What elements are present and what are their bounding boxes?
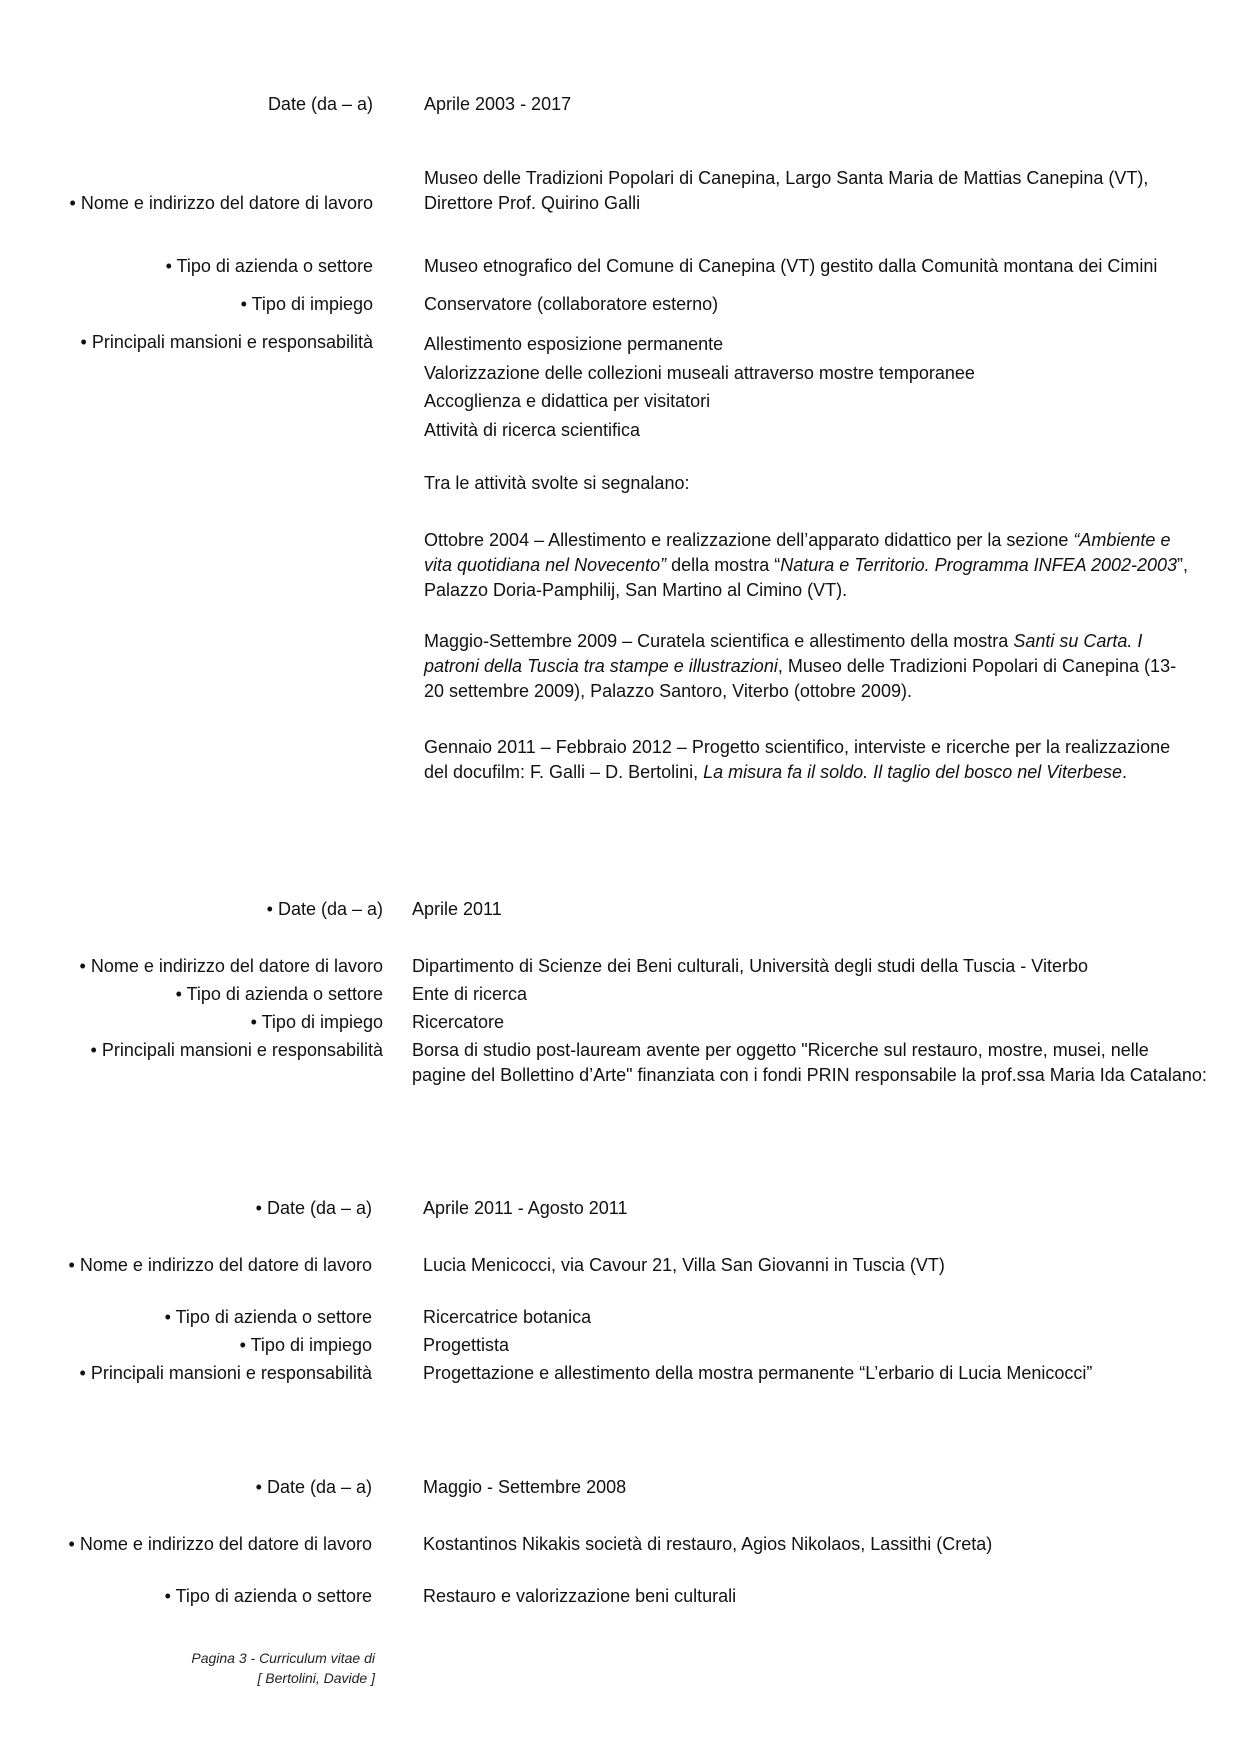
duties-list	[412, 1038, 1207, 1088]
activity-2004	[424, 528, 1189, 603]
role-value: Progettista	[423, 1335, 510, 1355]
duties-label: • Principali mansioni e responsabilità	[90, 1040, 383, 1060]
date-label: Date (da – a)	[267, 94, 373, 114]
employer-label: • Nome e indirizzo del datore di lavoro	[68, 1534, 372, 1554]
sector-value: Restauro e valorizzazione beni culturali	[423, 1586, 737, 1606]
duties-list	[424, 330, 975, 444]
activity-text: Palazzo Doria-Pamphilij, San Martino al Cimino (VT).	[424, 580, 848, 600]
duty-item: pagine del Bollettino d’Arte" finanziata con i fondi PRIN responsabile la prof.ssa Maria Ida Catalano:	[412, 1065, 1207, 1085]
duty-item: Valorizzazione delle collezioni museali attraverso mostre temporanee	[424, 362, 975, 383]
employer-value: Lucia Menicocci, via Cavour 21, Villa San Giovanni in Tuscia (VT)	[423, 1255, 945, 1275]
activity-text: Gennaio 2011 – Febbraio 2012 – Progetto scientifico, interviste e ricerche per la realizzazione	[424, 737, 1171, 757]
activities-intro: Tra le attività svolte si segnalano:	[424, 473, 690, 493]
activity-title: Natura e Territorio. Programma INFEA 2002-2003	[780, 555, 1178, 575]
activity-text: del docufilm: F. Galli – D. Bertolini,	[424, 762, 704, 782]
date-value: Aprile 2003 - 2017	[424, 94, 572, 114]
employer-value: Kostantinos Nikakis società di restauro, Agios Nikolaos, Lassithi (Creta)	[423, 1534, 993, 1554]
duties-label: • Principali mansioni e responsabilità	[79, 1363, 372, 1383]
employer-label: • Nome e indirizzo del datore di lavoro	[79, 956, 383, 976]
footer-author: [ Bertolini, Davide ]	[257, 1670, 375, 1686]
activity-text: ”,	[1177, 555, 1189, 575]
employer-value	[424, 166, 1148, 216]
role-label: • Tipo di impiego	[250, 1012, 383, 1032]
sector-label: • Tipo di azienda o settore	[164, 1586, 372, 1606]
activity-title: patroni della Tuscia tra stampe e illustrazioni	[424, 656, 778, 676]
date-value: Aprile 2011 - Agosto 2011	[423, 1198, 628, 1218]
employer-line: Direttore Prof. Quirino Galli	[424, 193, 641, 213]
activity-text: della mostra “	[666, 555, 781, 575]
activity-title: “Ambiente e	[1073, 530, 1171, 550]
activity-text: , Museo delle Tradizioni Popolari di Canepina (13-	[777, 656, 1177, 676]
role-value: Ricercatore	[412, 1012, 505, 1032]
activity-text: Maggio-Settembre 2009 – Curatela scientifica e allestimento della mostra	[424, 631, 1014, 651]
sector-label: • Tipo di azienda o settore	[164, 1307, 372, 1327]
activity-title: vita quotidiana nel Novecento”	[424, 555, 667, 575]
employer-label	[60, 166, 373, 241]
footer-page-label: Pagina 3 - Curriculum vitae di	[191, 1650, 375, 1666]
date-label: • Date (da – a)	[266, 899, 383, 919]
duties-value: Progettazione e allestimento della mostra permanente “L’erbario di Lucia Menicocci”	[423, 1363, 1093, 1383]
activity-title: La misura fa il soldo. Il taglio del bosco nel Viterbese	[703, 762, 1123, 782]
activity-text: .	[1122, 762, 1128, 782]
date-label: • Date (da – a)	[255, 1477, 372, 1497]
employer-label-text: • Nome e indirizzo del datore di lavoro	[69, 193, 373, 213]
date-value: Maggio - Settembre 2008	[423, 1477, 627, 1497]
duties-label: • Principali mansioni e responsabilità	[80, 332, 373, 352]
employer-value: Dipartimento di Scienze dei Beni culturali, Università degli studi della Tuscia - Viterbo	[412, 956, 1089, 976]
duty-item: Attività di ricerca scientifica	[424, 419, 641, 440]
sector-value: Ente di ricerca	[412, 984, 528, 1004]
activity-2011	[424, 735, 1171, 785]
date-label: • Date (da – a)	[255, 1198, 372, 1218]
role-label: • Tipo di impiego	[239, 1335, 372, 1355]
sector-label: • Tipo di azienda o settore	[165, 256, 373, 276]
activity-text: 20 settembre 2009), Palazzo Santoro, Viterbo (ottobre 2009).	[424, 681, 912, 701]
duty-item: Allestimento esposizione permanente	[424, 334, 724, 354]
employer-line: Museo delle Tradizioni Popolari di Canepina, Largo Santa Maria de Mattias Canepina (VT),	[424, 168, 1149, 188]
employer-label: • Nome e indirizzo del datore di lavoro	[68, 1255, 372, 1275]
sector-label: • Tipo di azienda o settore	[175, 984, 383, 1004]
activity-title: Santi su Carta. I	[1013, 631, 1143, 651]
duty-item: Accoglienza e didattica per visitatori	[424, 391, 711, 411]
date-value: Aprile 2011	[412, 899, 502, 919]
role-label: • Tipo di impiego	[240, 294, 373, 314]
activity-2009	[424, 629, 1177, 704]
page-footer	[120, 1648, 375, 1688]
sector-value: Ricercatrice botanica	[423, 1307, 592, 1327]
role-value: Conservatore (collaboratore esterno)	[424, 294, 719, 314]
activity-text: Ottobre 2004 – Allestimento e realizzazione dell’apparato didattico per la sezione	[424, 530, 1074, 550]
duty-item: Borsa di studio post-lauream avente per oggetto "Ricerche sul restauro, mostre, musei, nelle	[412, 1040, 1149, 1060]
sector-value: Museo etnografico del Comune di Canepina (VT) gestito dalla Comunità montana dei Cimini	[424, 256, 1158, 276]
